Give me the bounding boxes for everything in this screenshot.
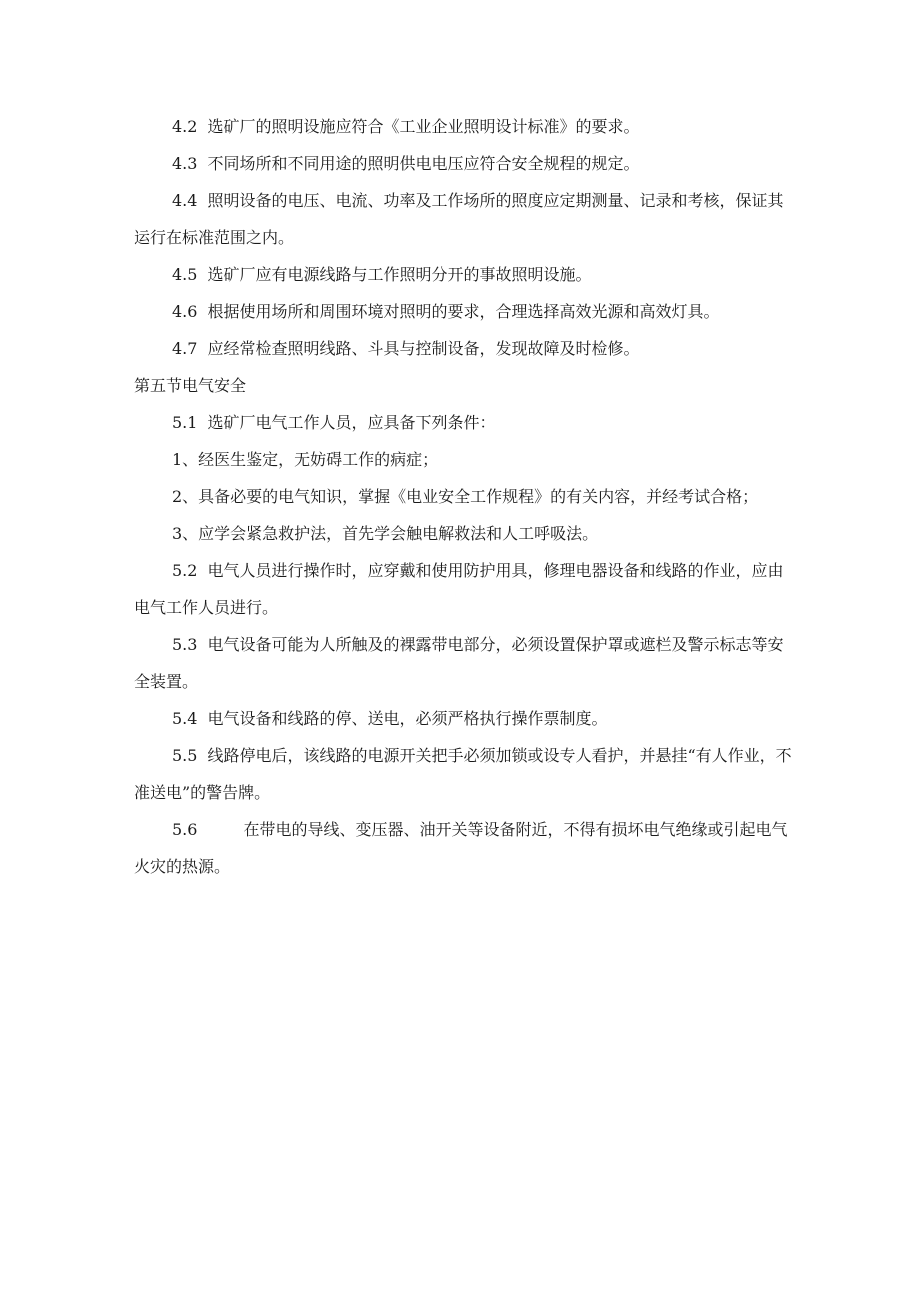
condition-3 (134, 515, 794, 552)
clause-5-5 (134, 737, 794, 811)
clause-text: 选矿厂应有电源线路与工作照明分开的事故照明设施。 (207, 265, 592, 284)
clause-text: 线路停电后，该线路的电源开关把手必须加锁或设专人看护，并悬挂“有人作业，不准送电”的警告牌。 (134, 746, 792, 802)
clause-number: 4.5 (172, 265, 198, 284)
clause-4-6 (134, 293, 794, 330)
clause-text: 照明设备的电压、电流、功率及工作场所的照度应定期测量、记录和考核，保证其运行在标准范围之内。 (134, 191, 784, 247)
clause-text: 电气设备和线路的停、送电，必须严格执行操作票制度。 (207, 709, 608, 728)
clause-5-1 (134, 404, 794, 441)
clause-number: 4.4 (172, 191, 198, 210)
clause-number: 4.2 (172, 117, 198, 136)
clause-4-5 (134, 256, 794, 293)
clause-number: 4.3 (172, 154, 198, 173)
clause-number: 4.7 (172, 339, 198, 358)
clause-5-3 (134, 626, 794, 700)
clause-text: 电气人员进行操作时，应穿戴和使用防护用具，修理电器设备和线路的作业，应由电气工作人员进行。 (134, 561, 784, 617)
clause-text: 2、具备必要的电气知识，掌握《电业安全工作规程》的有关内容，并经考试合格； (172, 487, 759, 506)
clause-text: 选矿厂的照明设施应符合《工业企业照明设计标准》的要求。 (207, 117, 640, 136)
clause-5-4 (134, 700, 794, 737)
document-body (134, 108, 794, 885)
clause-5-6 (134, 811, 794, 885)
clause-number: 4.6 (172, 302, 198, 321)
clause-5-2 (134, 552, 794, 626)
clause-4-7 (134, 330, 794, 367)
clause-text: 在带电的导线、变压器、油开关等设备附近，不得有损坏电气绝缘或引起电气火灾的热源。 (134, 820, 788, 876)
clause-text: 选矿厂电气工作人员，应具备下列条件： (207, 413, 496, 432)
clause-number: 5.3 (172, 635, 198, 654)
clause-text: 应经常检查照明线路、斗具与控制设备，发现故障及时检修。 (207, 339, 640, 358)
clause-text: 3、应学会紧急救护法，首先学会触电解救法和人工呼吸法。 (172, 524, 599, 543)
clause-number: 5.5 (172, 746, 198, 765)
clause-number: 5.4 (172, 709, 198, 728)
condition-2 (134, 478, 794, 515)
clause-4-4 (134, 182, 794, 256)
clause-text: 电气设备可能为人所触及的裸露带电部分，必须设置保护罩或遮栏及警示标志等安全装置。 (134, 635, 784, 691)
section-heading: 第五节电气安全 (134, 376, 247, 395)
clause-number: 5.1 (172, 413, 198, 432)
clause-4-2 (134, 108, 794, 145)
clause-text: 1、经医生鉴定，无妨碍工作的病症； (172, 450, 439, 469)
clause-number: 5.2 (172, 561, 198, 580)
condition-1 (134, 441, 794, 478)
clause-number: 5.6 (172, 820, 198, 839)
clause-4-3 (134, 145, 794, 182)
clause-text: 根据使用场所和周围环境对照明的要求，合理选择高效光源和高效灯具。 (207, 302, 720, 321)
clause-text: 不同场所和不同用途的照明供电电压应符合安全规程的规定。 (207, 154, 640, 173)
